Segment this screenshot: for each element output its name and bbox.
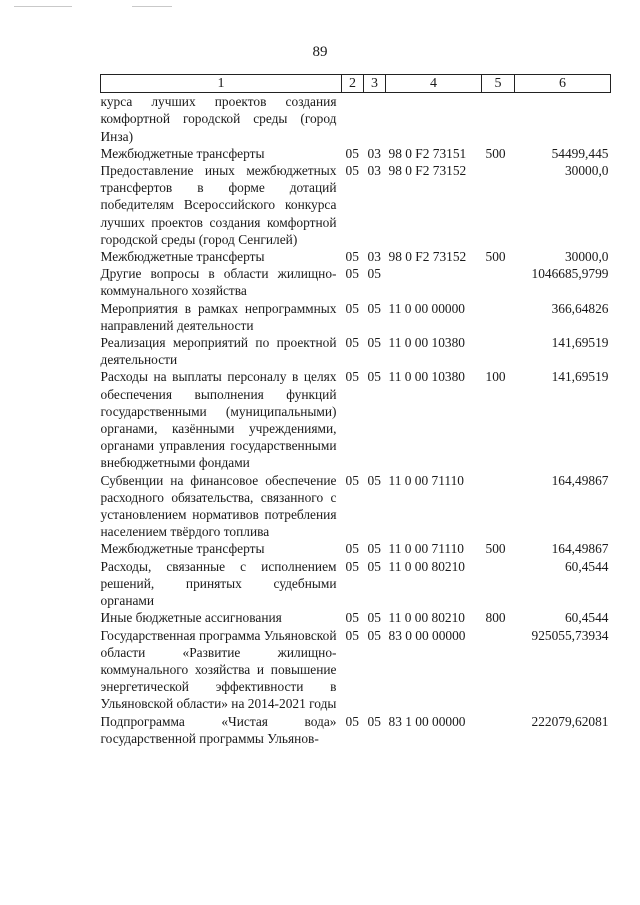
cell-expense-type: 800 [485, 610, 506, 626]
cell-amount: 164,49867 [551, 472, 609, 488]
cell-target-article [386, 93, 482, 145]
cell-target-article: 11 0 00 80210 [388, 610, 465, 626]
cell-expense-type [482, 162, 515, 248]
cell-name: Межбюджетные трансферты [100, 145, 265, 161]
cell-subsection: 05 [367, 541, 381, 557]
cell-subsection: 05 [367, 610, 381, 626]
cell-amount: 222079,62081 [531, 713, 609, 729]
cell-name: Подпрограмма «Чистая вода» государственной программы Ульянов- [100, 713, 337, 746]
cell-name: Иные бюджетные ассигнования [100, 610, 282, 626]
cell-section: 05 [345, 558, 359, 574]
cell-target-article: 98 0 F2 73152 [388, 249, 467, 265]
table-row [101, 162, 611, 248]
cell-section: 05 [345, 369, 359, 385]
cell-subsection [364, 93, 386, 145]
cell-expense-type: 500 [485, 249, 506, 265]
table-row [101, 265, 611, 299]
cell-name: Государственная программа Ульяновской области «Развитие жилищно-коммунального хозяйства и повышение энергетической эффективности в Ульяновской области» на 2014-2021 годы [100, 627, 337, 712]
cell-section: 05 [345, 472, 359, 488]
table-row [101, 368, 611, 471]
cell-section: 05 [345, 266, 359, 282]
cell-expense-type [482, 713, 515, 747]
cell-section: 05 [345, 300, 359, 316]
cell-section: 05 [345, 713, 359, 729]
cell-expense-type [482, 93, 515, 145]
table-row [101, 248, 611, 265]
cell-expense-type: 100 [485, 369, 506, 385]
cell-expense-type [482, 627, 515, 713]
cell-section: 05 [345, 541, 359, 557]
cell-section: 05 [345, 145, 359, 161]
cell-subsection: 05 [367, 266, 381, 282]
cell-section: 05 [345, 249, 359, 265]
cell-target-article: 11 0 00 71110 [388, 541, 465, 557]
table-row [101, 609, 611, 626]
table-row [101, 334, 611, 368]
cell-subsection: 03 [367, 163, 381, 179]
cell-target-article: 11 0 00 10380 [388, 335, 465, 351]
cell-amount: 141,69519 [551, 369, 609, 385]
header-col-3: 3 [364, 75, 386, 93]
cell-amount [515, 93, 611, 145]
cell-subsection: 05 [367, 300, 381, 316]
cell-section: 05 [345, 335, 359, 351]
cell-target-article: 83 1 00 00000 [388, 713, 466, 729]
cell-name: курса лучших проектов создания комфортной городской среды (город Инза) [100, 94, 337, 144]
cell-subsection: 05 [367, 472, 381, 488]
table-row [101, 300, 611, 334]
table-row [101, 540, 611, 557]
cell-amount: 54499,445 [551, 145, 609, 161]
table-row [101, 558, 611, 610]
cell-amount: 60,4544 [564, 558, 609, 574]
cell-expense-type [482, 265, 515, 299]
cell-name: Мероприятия в рамках непрограммных направлений деятельности [100, 300, 337, 333]
cell-target-article [386, 265, 482, 299]
cell-section: 05 [345, 610, 359, 626]
cell-target-article: 11 0 00 10380 [388, 369, 465, 385]
cell-subsection: 05 [367, 713, 381, 729]
header-col-4: 4 [386, 75, 482, 93]
cell-amount: 141,69519 [551, 335, 609, 351]
cell-name: Реализация мероприятий по проектной деятельности [100, 335, 337, 368]
cell-subsection: 05 [367, 558, 381, 574]
cell-name: Предоставление иных межбюджетных трансфертов в форме дотаций победителям Всероссийского конкурса лучших проектов создания комфортной городской среды (город Сенгилей) [100, 163, 337, 247]
cell-expense-type [482, 334, 515, 368]
table-row [101, 713, 611, 747]
cell-subsection: 03 [367, 145, 381, 161]
cell-amount: 366,64826 [551, 300, 609, 316]
cell-subsection: 05 [367, 627, 381, 643]
cell-expense-type [482, 300, 515, 334]
page-number: 89 [312, 44, 328, 60]
table-body [101, 93, 611, 747]
header-col-5: 5 [482, 75, 515, 93]
table-row [101, 472, 611, 541]
cell-amount: 1046685,9799 [531, 266, 609, 282]
cell-section [342, 93, 364, 145]
scan-artifact-line [132, 6, 172, 7]
table-row [101, 627, 611, 713]
table-row [101, 145, 611, 162]
cell-target-article: 98 0 F2 73152 [388, 163, 467, 179]
budget-table-container [100, 74, 610, 747]
table-row [101, 93, 611, 145]
scan-artifact-line [14, 6, 72, 7]
cell-name: Расходы на выплаты персоналу в целях обеспечения выполнения функций государственными (муниципальными) органами, казёнными учреждениями, органами управления государственными внебюджетными фондами [100, 369, 337, 471]
cell-target-article: 11 0 00 80210 [388, 558, 465, 574]
cell-target-article: 98 0 F2 73151 [388, 145, 467, 161]
cell-name: Субвенции на финансовое обеспечение расходного обязательства, связанного с установлением нормативов потребления населением твёрдого топлива [100, 472, 337, 540]
cell-name: Межбюджетные трансферты [100, 249, 265, 265]
cell-amount: 30000,0 [564, 249, 609, 265]
cell-target-article: 11 0 00 71110 [388, 472, 465, 488]
cell-section: 05 [345, 163, 359, 179]
header-col-6: 6 [515, 75, 611, 93]
header-col-2: 2 [342, 75, 364, 93]
cell-amount: 164,49867 [551, 541, 609, 557]
cell-name: Расходы, связанные с исполнением решений, принятых судебными органами [100, 558, 337, 609]
budget-table [100, 74, 611, 747]
table-header-row [101, 75, 611, 93]
cell-expense-type [482, 472, 515, 541]
cell-expense-type [482, 558, 515, 610]
cell-subsection: 05 [367, 369, 381, 385]
header-col-1: 1 [101, 75, 342, 93]
cell-subsection: 03 [367, 249, 381, 265]
cell-subsection: 05 [367, 335, 381, 351]
cell-section: 05 [345, 627, 359, 643]
cell-expense-type: 500 [485, 145, 506, 161]
cell-amount: 60,4544 [564, 610, 609, 626]
cell-expense-type: 500 [485, 541, 506, 557]
cell-name: Другие вопросы в области жилищно-коммунального хозяйства [100, 266, 337, 299]
cell-amount: 30000,0 [564, 163, 609, 179]
cell-name: Межбюджетные трансферты [100, 541, 265, 557]
cell-amount: 925055,73934 [531, 627, 609, 643]
cell-target-article: 83 0 00 00000 [388, 627, 466, 643]
cell-target-article: 11 0 00 00000 [388, 300, 465, 316]
